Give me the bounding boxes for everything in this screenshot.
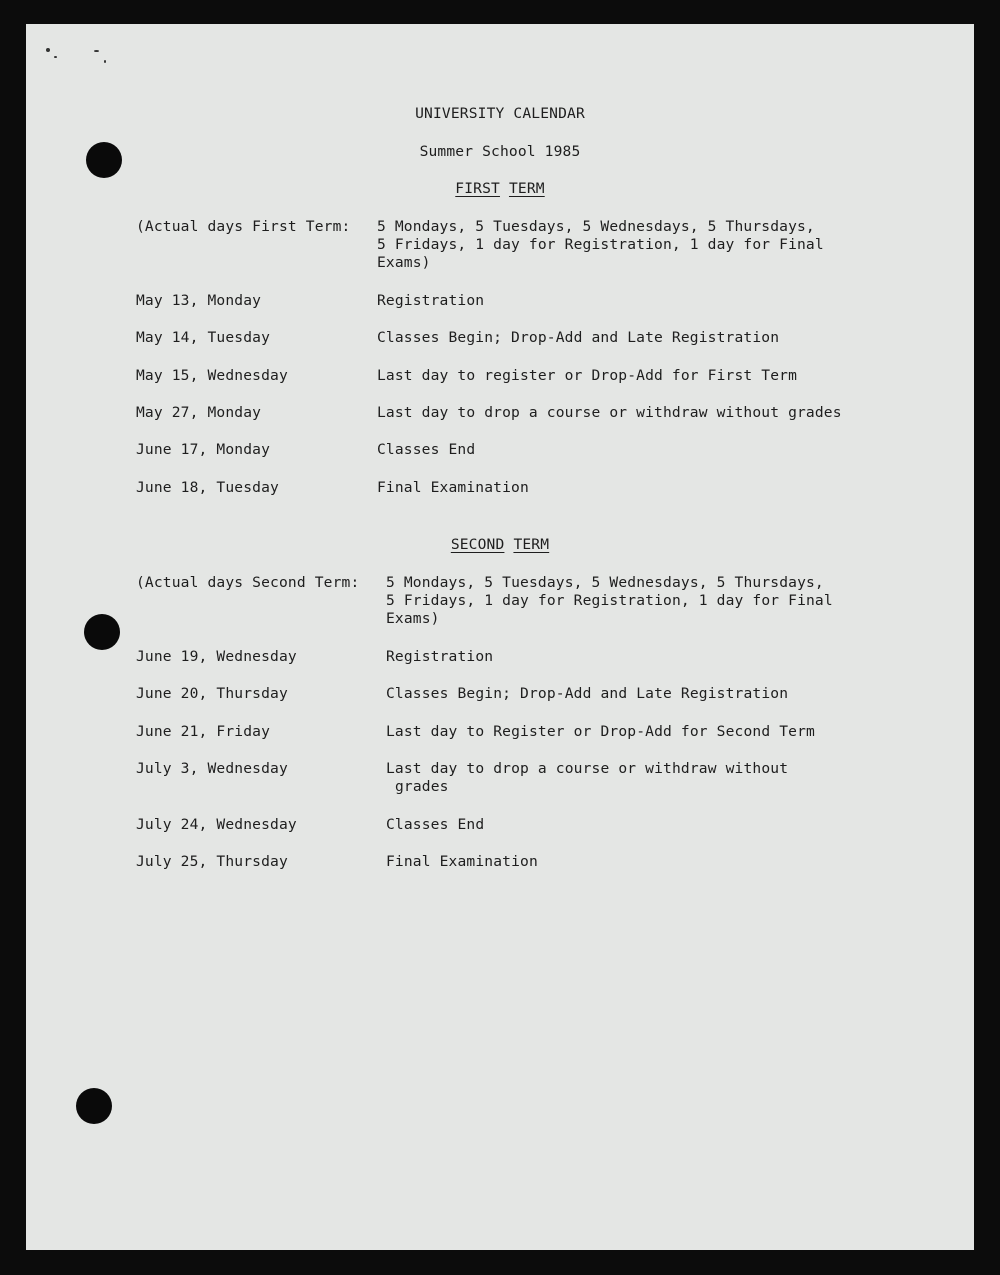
second-term-row-date: June 20, Thursday [136,685,288,702]
first-term-row-event: Last day to drop a course or withdraw without grades [377,404,842,421]
first-term-row-event: Last day to register or Drop-Add for First Term [377,367,798,384]
second-term-row-date: July 25, Thursday [136,853,288,870]
second-term-row-event: Last day to Register or Drop-Add for Second Term [386,723,815,740]
first-term-row-event: Classes Begin; Drop-Add and Late Registration [377,329,780,346]
first-term-row-event: Final Examination [377,479,529,496]
first-term-actual-line: 5 Mondays, 5 Tuesdays, 5 Wednesdays, 5 Thursdays, [377,218,815,235]
document-subtitle: Summer School 1985 [419,143,581,160]
second-term-heading [26,536,974,554]
second-term-row-date: June 21, Friday [136,723,271,740]
first-term-row-date: May 27, Monday [136,404,262,421]
first-term-row-event: Registration [377,292,485,309]
second-term-actual-line: 5 Fridays, 1 day for Registration, 1 day for Final [386,592,833,609]
paper-speck [54,56,57,58]
first-term-row-date: June 17, Monday [136,441,271,458]
first-term-actual-line: Exams) [377,254,431,271]
first-term-heading [26,180,974,198]
second-term-heading-word2: TERM [513,536,550,553]
second-term-row-event: Classes Begin; Drop-Add and Late Registration [386,685,789,702]
second-term-row-event: Registration [386,648,494,665]
second-term-row-event: Final Examination [386,853,538,870]
second-term-row-date: July 24, Wednesday [136,816,297,833]
first-term-row-date: May 14, Tuesday [136,329,271,346]
second-term-actual-line: Exams) [386,610,440,627]
first-term-actual-label: (Actual days First Term: [136,218,351,235]
first-term-row-date: June 18, Tuesday [136,479,279,496]
punch-hole-middle [84,614,120,650]
document-title: UNIVERSITY CALENDAR [415,105,585,122]
first-term-heading-word1: FIRST [455,180,500,197]
first-term-row-date: May 13, Monday [136,292,262,309]
paper-speck [104,60,106,63]
paper-speck [46,48,50,52]
punch-hole-bottom [76,1088,112,1124]
first-term-heading-word2: TERM [508,180,545,197]
second-term-row-event: Classes End [386,816,485,833]
second-term-row-event-continued: grades [395,778,449,795]
second-term-row-event: Last day to drop a course or withdraw without [386,760,789,777]
first-term-actual-line: 5 Fridays, 1 day for Registration, 1 day for Final [377,236,824,253]
second-term-actual-line: 5 Mondays, 5 Tuesdays, 5 Wednesdays, 5 Thursdays, [386,574,824,591]
second-term-row-date: June 19, Wednesday [136,648,297,665]
second-term-heading-word1: SECOND [450,536,505,553]
first-term-row-event: Classes End [377,441,476,458]
paper-speck [94,50,99,52]
first-term-row-date: May 15, Wednesday [136,367,288,384]
second-term-actual-label: (Actual days Second Term: [136,574,360,591]
second-term-row-date: July 3, Wednesday [136,760,288,777]
document-page [26,24,974,1250]
